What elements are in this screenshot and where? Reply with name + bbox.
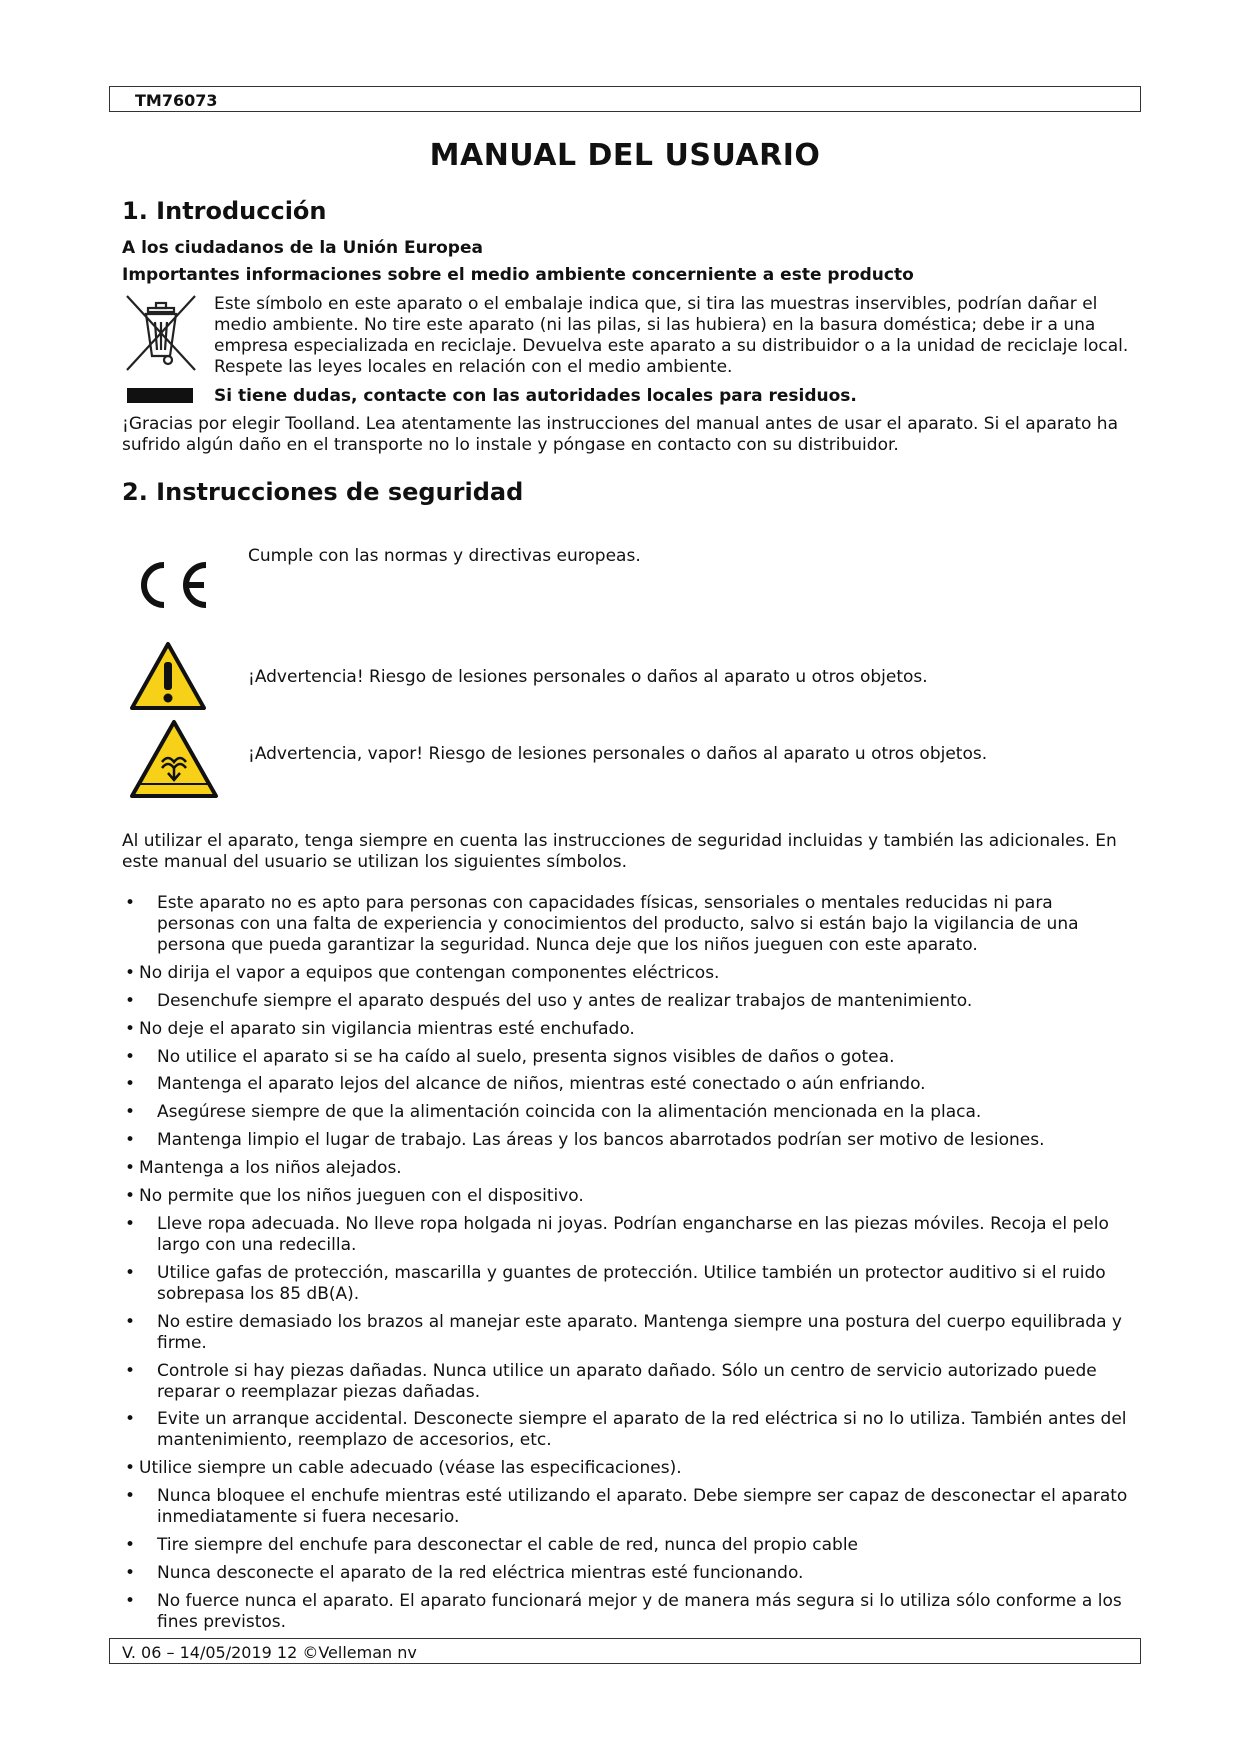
model-number: TM76073: [135, 91, 218, 110]
list-item: • Mantenga limpio el lugar de trabajo. Las áreas y los bancos abarrotados podrían ser motivo de lesiones.: [125, 1130, 1045, 1151]
list-item: • Mantenga a los niños alejados.: [125, 1158, 402, 1179]
warning-triangle-icon: [128, 640, 208, 712]
steam-warning-text: ¡Advertencia, vapor! Riesgo de lesiones personales o daños al aparato u otros objetos.: [248, 744, 988, 764]
list-item: • No estire demasiado los brazos al manejar este aparato. Mantenga siempre una postura del cuerpo equilibrada y firme.: [125, 1311, 1122, 1353]
header-box: [109, 86, 1141, 112]
list-item: • Mantenga el aparato lejos del alcance de niños, mientras esté conectado o aún enfriando.: [125, 1074, 926, 1095]
list-item: • No deje el aparato sin vigilancia mientras esté enchufado.: [125, 1018, 635, 1039]
list-item: • Evite un arranque accidental. Desconecte siempre el aparato de la red eléctrica si no lo utiliza. También antes del mantenimiento, reemplazo de accesorios, etc.: [125, 1409, 1127, 1451]
ce-text: Cumple con las normas y directivas europeas.: [248, 546, 641, 566]
environment-subheading: Importantes informaciones sobre el medio ambiente concerniente a este producto: [122, 265, 914, 285]
crossed-bin-icon: [122, 292, 200, 376]
weee-symbol-text: Este símbolo en este aparato o el embalaje indica que, si tira las muestras inservibles, podrían dañar el medio ambiente. No tire este aparato (ni las pilas, si las hubiera) en la basura doméstica; debe ir a una empresa especializada en reciclaje. Devuelva este aparato a su distribuidor o a la unidad de reciclaje local. Respete las leyes locales en relación con el medio ambiente.: [214, 294, 1129, 377]
list-item: • Utilice gafas de protección, mascarilla y guantes de protección. Utilice también un protector auditivo si el ruido sobrepasa los 85 dB(A).: [125, 1262, 1106, 1304]
section-heading-safety: 2. Instrucciones de seguridad: [122, 478, 524, 506]
list-item: • Nunca desconecte el aparato de la red eléctrica mientras esté funcionando.: [125, 1563, 804, 1584]
section-heading-introduction: 1. Introducción: [122, 197, 327, 225]
list-item: • No permite que los niños jueguen con el dispositivo.: [125, 1186, 584, 1207]
list-item: • Nunca bloquee el enchufe mientras esté utilizando el aparato. Debe siempre ser capaz de desconectar el aparato inmediatamente si fuera necesario.: [125, 1486, 1128, 1528]
list-item: • Asegúrese siempre de que la alimentación coincida con la alimentación mencionada en la placa.: [125, 1102, 982, 1123]
footer-box: [109, 1638, 1141, 1664]
list-item: • Controle si hay piezas dañadas. Nunca utilice un aparato dañado. Sólo un centro de servicio autorizado puede reparar o reemplazar piezas dañadas.: [125, 1360, 1097, 1402]
list-item: • No dirija el vapor a equipos que contengan componentes eléctricos.: [125, 962, 720, 983]
warning-text: ¡Advertencia! Riesgo de lesiones personales o daños al aparato u otros objetos.: [248, 667, 928, 687]
footer-text: V. 06 – 14/05/2019 12 ©Velleman nv: [122, 1643, 417, 1662]
eu-citizens-subheading: A los ciudadanos de la Unión Europea: [122, 238, 483, 258]
weee-black-bar: [127, 388, 193, 403]
doubts-text: Si tiene dudas, contacte con las autoridades locales para residuos.: [214, 386, 857, 406]
list-item: • No utilice el aparato si se ha caído al suelo, presenta signos visibles de daños o gotea.: [125, 1046, 895, 1067]
steam-warning-icon: [128, 718, 220, 800]
list-item: • No fuerce nunca el aparato. El aparato funcionará mejor y de manera más segura si lo utiliza sólo conforme a los fines previstos.: [125, 1590, 1122, 1632]
list-item: • Utilice siempre un cable adecuado (véase las especificaciones).: [125, 1458, 682, 1479]
safety-bullet-list: [122, 893, 1132, 1640]
safety-intro-paragraph: Al utilizar el aparato, tenga siempre en cuenta las instrucciones de seguridad incluidas y también las adicionales. En este manual del usuario se utilizan los siguientes símbolos.: [122, 831, 1117, 872]
thanks-paragraph: ¡Gracias por elegir Toolland. Lea atentamente las instrucciones del manual antes de usar el aparato. Si el aparato ha sufrido algún daño en el transporte no lo instale y póngase en contacto con su distribuidor.: [122, 414, 1118, 455]
list-item: • Desenchufe siempre el aparato después del uso y antes de realizar trabajos de mantenimiento.: [125, 990, 973, 1011]
list-item: • Lleve ropa adecuada. No lleve ropa holgada ni joyas. Podrían engancharse en las piezas móviles. Recoja el pelo largo con una redecilla.: [125, 1213, 1109, 1255]
ce-mark-icon: [130, 557, 214, 613]
list-item: • Tire siempre del enchufe para desconectar el cable de red, nunca del propio cable: [125, 1535, 859, 1556]
list-item: • Este aparato no es apto para personas con capacidades físicas, sensoriales o mentales reducidas ni para personas con una falta de experiencia y conocimientos del producto, salvo si están bajo la vigilancia de una persona que pueda garantizar la seguridad. Nunca deje que los niños jueguen con este aparato.: [125, 893, 1079, 955]
page-title: MANUAL DEL USUARIO: [429, 138, 821, 173]
